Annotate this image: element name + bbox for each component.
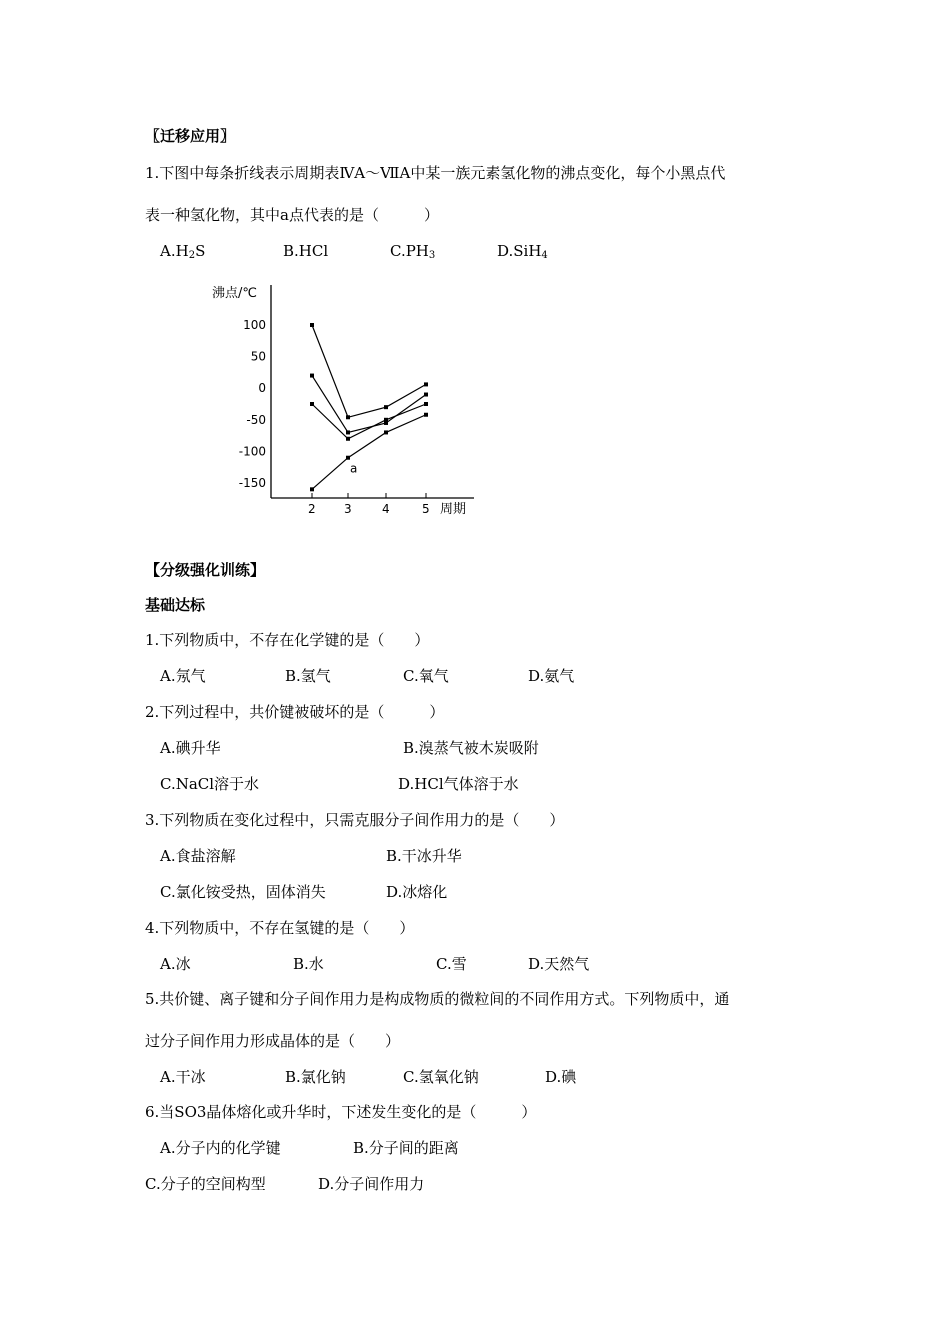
q2-6-stem: 6.当SO3晶体熔化或升华时，下述发生变化的是（ ） [145,1103,537,1121]
y-tick-label: -100 [238,444,266,459]
data-point [310,374,314,378]
x-tick-label: 4 [382,502,390,516]
q2-1-option-c: C.氧气 [403,667,449,685]
q2-2-option-b: B.溴蒸气被木炭吸附 [403,739,539,757]
q2-2-option-a: A.碘升华 [160,739,221,757]
data-point [346,430,350,434]
q2-5-option-d: D.碘 [545,1068,577,1086]
data-point [384,430,388,434]
q2-2-option-c: C.NaCl溶于水 [160,775,260,793]
y-tick-label: 0 [258,381,266,396]
q2-3-option-a: A.食盐溶解 [160,847,236,865]
data-point [424,382,428,386]
q2-6-option-b: B.分子间的距离 [353,1139,459,1157]
section-heading-training: 【分级强化训练】 [145,561,266,579]
section-heading-transfer: 〖迁移应用〗 [145,127,236,145]
series-line-2 [312,376,426,433]
data-point [346,437,350,441]
y-axis-label: 沸点/℃ [212,286,257,301]
q2-6-option-a: A.分子内的化学键 [160,1139,281,1157]
q2-6-option-d: D.分子间作用力 [318,1175,425,1193]
y-tick-label: -50 [246,412,266,427]
q2-3-stem: 3.下列物质在变化过程中，只需克服分子间作用力的是（ ） [145,811,565,829]
chart-axes [271,285,474,498]
q2-1-stem: 1.下列物质中，不存在化学键的是（ ） [145,631,430,649]
data-point [384,405,388,409]
q1-option-d: D.SiH$_4$ [497,242,548,261]
q2-4-option-d: D.天然气 [528,955,590,973]
q1-option-c: $C.PH_3$ [390,242,436,261]
q2-6-option-c: C.分子的空间构型 [145,1175,266,1193]
data-point [346,415,350,419]
subheading-basic: 基础达标 [145,596,206,614]
q1-stem-line2: 表一种氢化物，其中a点代表的是（ ） [145,206,439,224]
q2-1-option-b: B.氢气 [285,667,331,685]
data-point [310,323,314,327]
x-axis-label: 周期 [440,502,467,517]
y-tick-label: 50 [250,349,266,364]
point-a-label: a [350,461,358,476]
series-line-3 [312,404,426,439]
q1-option-b: B.HCl [283,242,329,260]
series-line-4 [312,415,426,490]
q2-5-option-b: B.氯化钠 [285,1068,346,1086]
q1-stem-line1: 1.下图中每条折线表示周期表ⅣA～ⅦA中某一族元素氢化物的沸点变化，每个小黑点代 [145,164,726,182]
q2-4-option-a: A.冰 [160,955,191,973]
q2-4-option-b: B.水 [293,955,324,973]
y-tick-label: 100 [243,318,266,332]
x-tick-label: 3 [344,502,352,516]
q2-3-option-d: D.冰熔化 [386,883,448,901]
data-point [384,418,388,422]
x-tick-label: 2 [308,502,316,516]
q1-option-a: $A.H_2S$ [160,242,206,261]
q2-5-stem-line1: 5.共价键、离子键和分子间作用力是构成物质的微粒间的不同作用方式。下列物质中，通 [145,990,730,1008]
data-point [424,402,428,406]
q2-1-option-a: A.氖气 [160,667,206,685]
data-point [424,393,428,397]
q2-5-option-a: A.干冰 [160,1068,206,1086]
data-point [424,413,428,417]
q2-4-stem: 4.下列物质中，不存在氢键的是（ ） [145,919,415,937]
q2-2-stem: 2.下列过程中，共价键被破坏的是（ ） [145,703,445,721]
q2-5-stem-line2: 过分子间作用力形成晶体的是（ ） [145,1032,401,1050]
q2-3-option-b: B.干冰升华 [386,847,462,865]
data-point [346,456,350,460]
data-point [310,402,314,406]
boiling-point-chart [200,275,490,525]
y-tick-label: -150 [238,476,266,490]
q2-2-option-d: D.HCl气体溶于水 [398,775,519,793]
x-tick-label: 5 [422,502,430,516]
q2-1-option-d: D.氨气 [528,667,575,685]
data-point [310,487,314,491]
q2-5-option-c: C.氢氧化钠 [403,1068,479,1086]
q2-4-option-c: C.雪 [436,955,467,973]
q2-3-option-c: C.氯化铵受热，固体消失 [160,883,326,901]
